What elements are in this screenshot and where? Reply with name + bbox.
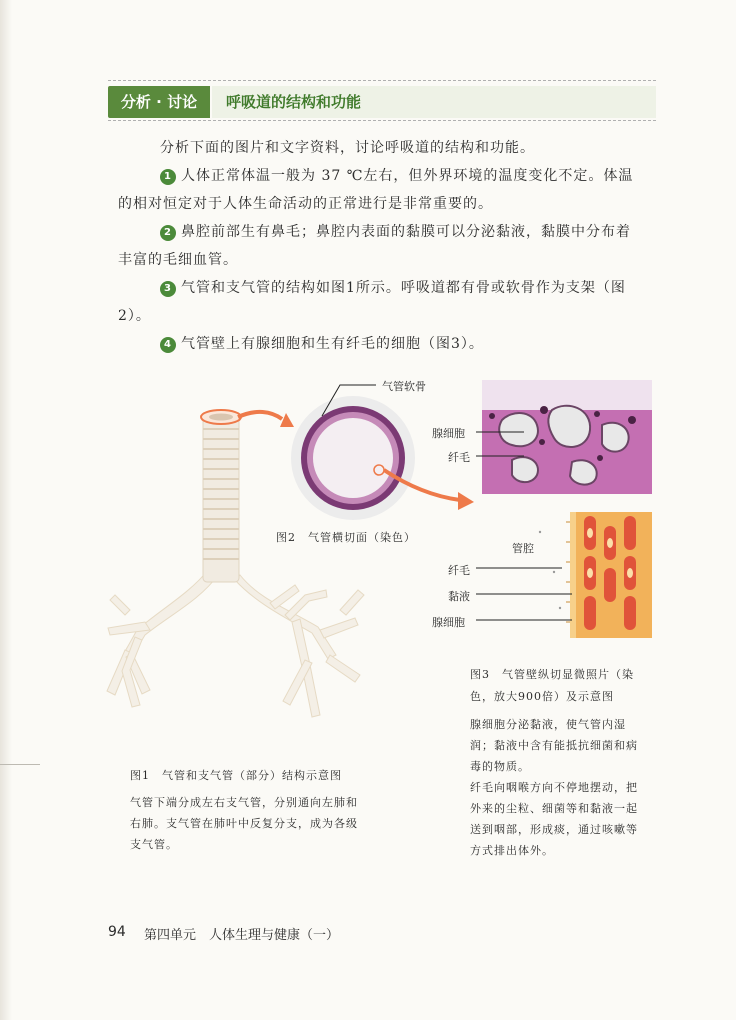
figure-3-note-cilia: 纤毛向咽喉方向不停地摆动，把外来的尘粒、细菌等和黏液一起送到咽部，形成痰，通过咳嗽等方式排出体外。 [470,781,638,857]
page-edge-mark [0,764,40,765]
item-1 [118,162,644,218]
header-rule-top [108,80,656,81]
label-lumen: 管腔 [512,542,534,555]
number-badge-1: 1 [160,169,176,185]
item-2-text: 鼻腔前部生有鼻毛；鼻腔内表面的黏膜可以分泌黏液，黏膜中分布着丰富的毛细血管。 [118,224,631,268]
page-number: 94 [108,924,126,940]
section-title: 呼吸道的结构和功能 [212,86,656,118]
arrow-to-micrograph [380,462,480,512]
figure-3-note-gland: 腺细胞分泌黏液，使气管内湿润；黏液中含有能抵抗细菌和病毒的物质。 [470,718,638,773]
item-4 [118,330,644,358]
item-3-text: 气管和支气管的结构如图1所示。呼吸道都有骨或软骨作为支架（图2）。 [118,280,626,324]
label-schematic-cilia: 纤毛 [448,564,470,577]
header-rule-bottom [108,120,656,121]
label-micro-cilia: 纤毛 [448,451,470,464]
number-badge-2: 2 [160,225,176,241]
number-badge-3: 3 [160,281,176,297]
micrograph-leader-lines [476,426,526,462]
page-binding-edge [0,0,12,1020]
label-micro-gland-cell: 腺细胞 [432,427,465,440]
intro-paragraph: 分析下面的图片和文字资料，讨论呼吸道的结构和功能。 [160,140,535,156]
label-schematic-mucus: 黏液 [448,590,470,603]
figure-3-caption: 图3 气管壁纵切显微照片（染色，放大900倍）及示意图 [470,668,634,703]
item-2 [118,218,644,274]
schematic-leader-lines [476,562,576,626]
item-3 [118,274,644,330]
number-badge-4: 4 [160,337,176,353]
label-tracheal-cartilage: 气管软骨 [382,380,426,393]
label-schematic-gland-cell: 腺细胞 [432,616,465,629]
figure-1-caption: 图1 气管和支气管（部分）结构示意图 [130,769,342,782]
cartilage-leader-line [300,376,380,436]
item-1-text: 人体正常体温一般为 37 ℃左右，但外界环境的温度变化不定。体温的相对恒定对于人体生命活动的正常进行是非常重要的。 [118,168,634,212]
figure-2-caption: 图2 气管横切面（染色） [276,531,416,544]
figure-1-note: 气管下端分成左右支气管，分别通向左肺和右肺。支气管在肺叶中反复分支，成为各级支气管。 [130,796,358,851]
item-4-text: 气管壁上有腺细胞和生有纤毛的细胞（图3）。 [181,336,484,352]
section-tag: 分析 · 讨论 [108,86,210,118]
unit-title: 第四单元 人体生理与健康（一） [144,928,340,943]
